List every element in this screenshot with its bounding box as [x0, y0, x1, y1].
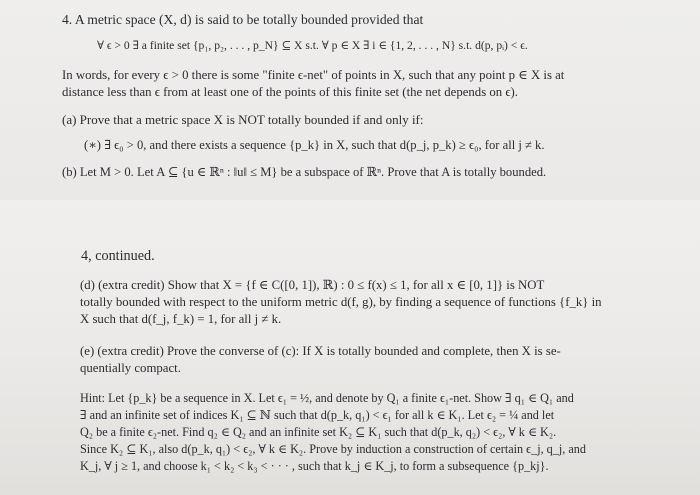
hint-line-1: Hint: Let {p_k} be a sequence in X. Let ϵ₁ = ½, and denote by Q₁ a finite ϵ₁-net. Show ∃ q₁ ∈ Q₁ and — [80, 391, 574, 405]
definition-explanation-line-1: In words, for every ϵ > 0 there is some "finite ϵ-net" of points in X, such that any point p ∈ X is at — [62, 68, 565, 82]
part-b-statement: (b) Let M > 0. Let A ⊆ {u ∈ ℝⁿ : ‖u‖ ≤ M} be a subspace of ℝⁿ. Prove that A is totally bounded. — [62, 165, 547, 179]
hint-line-4: Since K₂ ⊆ K₁, also d(p_k, q₁) < ϵ₂, ∀ k ∈ K₂. Prove by induction a construction of certain ϵ_j, q_j, and — [80, 442, 586, 456]
part-d-line-3: X such that d(f_j, f_k) = 1, for all j ≠ k. — [80, 312, 282, 326]
part-e-line-2: quentially compact. — [80, 361, 181, 375]
part-a-condition: (∗) ∃ ϵ₀ > 0, and there exists a sequence {p_k} in X, such that d(p_j, p_k) ≥ ϵ₀, for all j ≠ k. — [84, 138, 545, 152]
hint-line-3: Q₂ be a finite ϵ₂-net. Find q₂ ∈ Q₂ and an infinite set K₂ ⊆ K₁ such that d(p_k, q₂) < ϵ₂, ∀ k ∈ K₂. — [80, 425, 557, 439]
part-d-line-2: totally bounded with respect to the uniform metric d(f, g), by finding a sequence of functions {f_k} in — [80, 295, 602, 309]
totally-bounded-definition: ∀ ϵ > 0 ∃ a finite set {p₁, p₂, . . . , p_N} ⊆ X s.t. ∀ p ∈ X ∃ i ∈ {1, 2, . . . , N} s.t. d(p, pᵢ) < ϵ. — [97, 39, 528, 52]
continued-heading: 4, continued. — [81, 248, 155, 264]
definition-explanation-line-2: distance less than ϵ from at least one of the points of this finite set (the net depends on ϵ). — [62, 85, 519, 99]
hint-line-2: ∃ and an infinite set of indices K₁ ⊆ ℕ such that d(p_k, q₁) < ϵ₁ for all k ∈ K₁. Let ϵ₂ = ¼ and let — [80, 408, 555, 422]
problem-4-statement: 4. A metric space (X, d) is said to be totally bounded provided that — [62, 12, 424, 27]
part-d-line-1: (d) (extra credit) Show that X = {f ∈ C([0, 1]), ℝ) : 0 ≤ f(x) ≤ 1, for all x ∈ [0, 1]} is NOT — [80, 278, 545, 292]
part-a-statement: (a) Prove that a metric space X is NOT totally bounded if and only if: — [62, 112, 424, 127]
hint-line-5: K_j, ∀ j ≥ 1, and choose k₁ < k₂ < k₃ < · · · , such that k_j ∈ K_j, to form a subsequence {p_kj}. — [80, 459, 549, 473]
part-e-line-1: (e) (extra credit) Prove the converse of (c): If X is totally bounded and complete, then X is se- — [80, 344, 561, 358]
